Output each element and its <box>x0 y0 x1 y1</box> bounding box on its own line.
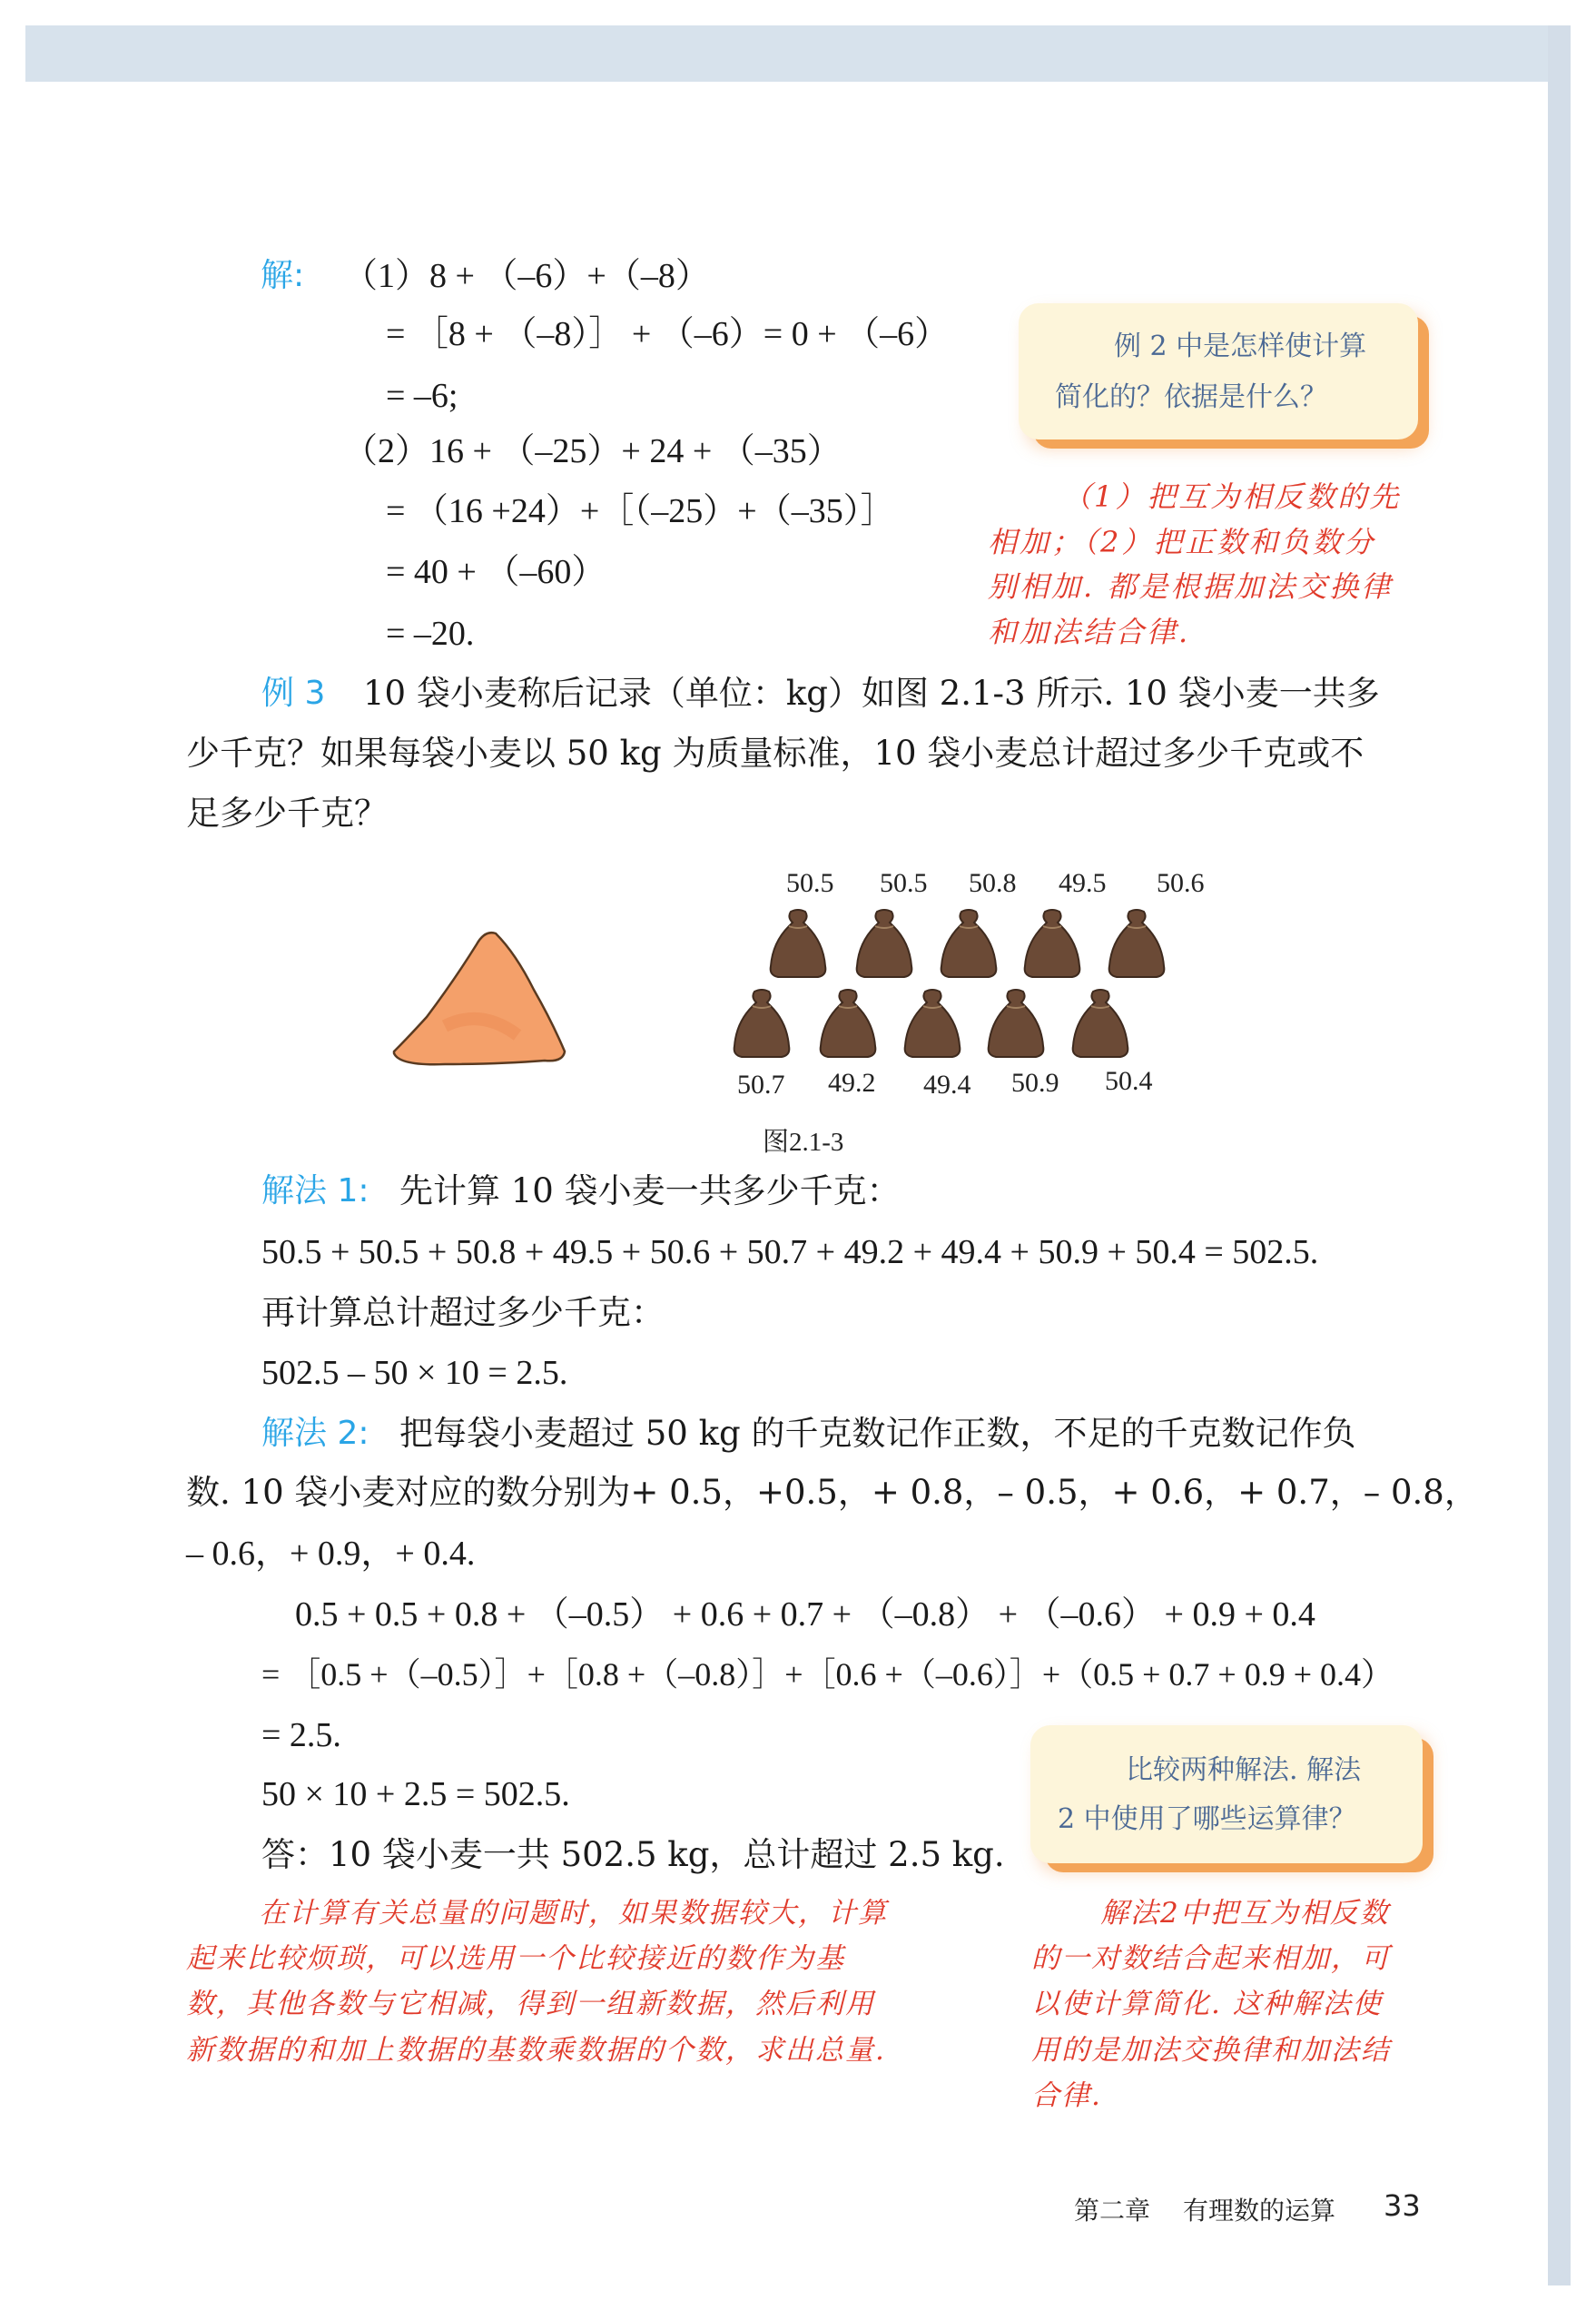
wheat-pile-icon <box>390 917 567 1070</box>
bag-weight-bottom-5: 50.4 <box>1105 1066 1153 1096</box>
scan-top-band <box>25 25 1571 82</box>
wheat-bag-icon <box>985 988 1047 1059</box>
bag-weight-bottom-4: 50.9 <box>1011 1068 1059 1098</box>
bag-weight-top-5: 50.6 <box>1157 868 1205 898</box>
bag-weight-bottom-2: 49.2 <box>828 1068 876 1098</box>
method-2-line-6: = 2.5. <box>261 1716 341 1754</box>
solution-line-4: （2）16 + （–25）+ 24 + （–35） <box>343 432 842 470</box>
wheat-bag-icon <box>853 908 915 979</box>
bag-weight-bottom-3: 49.4 <box>923 1070 971 1100</box>
wheat-bag-icon <box>901 988 963 1059</box>
callout-question-bottom <box>1030 1725 1423 1863</box>
wheat-bag-icon <box>1069 988 1131 1059</box>
note-left-line-4: 新数据的和加上数据的基数乘数据的个数，求出总量. <box>186 2034 886 2067</box>
example-3-line-1: 10 袋小麦称后记录（单位：kg）如图 2.1-3 所示. 10 袋小麦一共多 <box>363 674 1380 713</box>
bag-weight-top-4: 49.5 <box>1059 868 1107 898</box>
method-2-line-7: 50 × 10 + 2.5 = 502.5. <box>261 1775 570 1813</box>
method-2-line-3: – 0.6，+ 0.9，+ 0.4. <box>186 1535 476 1573</box>
solution-line-3: = –6; <box>386 377 458 415</box>
method-1-line-4: 502.5 – 50 × 10 = 2.5. <box>261 1354 568 1392</box>
solution-line-6: = 40 + （–60） <box>386 553 606 591</box>
bag-weight-bottom-1: 50.7 <box>737 1070 785 1100</box>
method-2-label: 解法 2: <box>261 1415 369 1452</box>
callout-question-top <box>1019 303 1418 439</box>
method-2-line-4: 0.5 + 0.5 + 0.8 + （–0.5） + 0.6 + 0.7 + （–0.8） + （–0.6） + 0.9 + 0.4 <box>295 1595 1315 1634</box>
method-1-line-2: 50.5 + 50.5 + 50.8 + 49.5 + 50.6 + 50.7 + 49.2 + 49.4 + 50.9 + 50.4 = 502.5. <box>261 1233 1319 1271</box>
callout-bottom-line-2: 2 中使用了哪些运算律？ <box>1058 1803 1356 1835</box>
figure-caption: 图2.1-3 <box>763 1128 844 1157</box>
footer-chapter: 第二章 <box>1074 2196 1151 2226</box>
solution-label: 解: <box>261 257 305 294</box>
method-1-label: 解法 1: <box>261 1172 369 1209</box>
method-1-line-1: 先计算 10 袋小麦一共多少千克： <box>399 1171 901 1210</box>
scan-right-edge <box>1548 25 1571 2285</box>
answer-line: 答：10 袋小麦一共 502.5 kg，总计超过 2.5 kg. <box>261 1835 1005 1874</box>
callout-top-line-2: 简化的？依据是什么？ <box>1055 381 1327 413</box>
bag-weight-top-3: 50.8 <box>969 868 1017 898</box>
note-right-line-2: 的一对数结合起来相加，可 <box>1031 1942 1391 1975</box>
note-left-line-2: 起来比较烦琐，可以选用一个比较接近的数作为基 <box>186 1942 845 1975</box>
wheat-bag-icon <box>1106 908 1167 979</box>
bag-weight-top-1: 50.5 <box>786 868 834 898</box>
note-top-line-4: 和加法结合律. <box>988 615 1191 649</box>
example-3-line-3: 足多少千克？ <box>186 794 388 833</box>
method-2-line-2: 数. 10 袋小麦对应的数分别为+ 0.5，+0.5，+ 0.8，– 0.5，+ 0.6，+ 0.7，– 0.8， <box>186 1473 1478 1512</box>
note-right-line-5: 合律. <box>1031 2079 1102 2112</box>
note-top-line-1: （1）把互为相反数的先 <box>1062 479 1402 514</box>
wheat-bag-icon <box>817 988 879 1059</box>
note-right-line-1: 解法2中把互为相反数 <box>1100 1897 1390 1930</box>
solution-line-7: = –20. <box>386 615 475 653</box>
page-number: 33 <box>1384 2188 1421 2223</box>
note-right-line-4: 用的是加法交换律和加法结 <box>1031 2034 1391 2067</box>
callout-bottom-line-1: 比较两种解法. 解法 <box>1126 1754 1362 1786</box>
solution-line-2: = ［8 + （–8）］ + （–6）= 0 + （–6） <box>386 315 950 353</box>
example-3-label: 例 3 <box>261 675 326 712</box>
footer-chapter-title: 有理数的运算 <box>1183 2196 1336 2226</box>
wheat-bag-icon <box>731 988 793 1059</box>
method-2-line-1: 把每袋小麦超过 50 kg 的千克数记作正数，不足的千克数记作负 <box>399 1414 1356 1453</box>
note-top-line-2: 相加；（2）把正数和负数分 <box>988 525 1376 559</box>
note-top-line-3: 别相加. 都是根据加法交换律 <box>988 569 1394 604</box>
solution-line-1: （1）8 + （–6）+（–8） <box>343 257 710 295</box>
method-2-line-5: = ［0.5 +（–0.5）］+［0.8 +（–0.8）］+［0.6 +（–0.6）］+（0.5 + 0.7 + 0.9 + 0.4） <box>261 1656 1394 1693</box>
note-left-line-3: 数，其他各数与它相减，得到一组新数据，然后利用 <box>186 1988 875 2020</box>
wheat-bag-icon <box>767 908 829 979</box>
callout-top-line-1: 例 2 中是怎样使计算 <box>1114 331 1367 362</box>
note-left-line-1: 在计算有关总量的问题时，如果数据较大，计算 <box>259 1897 888 1930</box>
solution-line-5: = （16 +24）+［（–25）+（–35）］ <box>386 492 895 530</box>
note-right-line-3: 以使计算简化. 这种解法使 <box>1031 1988 1383 2020</box>
example-3-line-2: 少千克？如果每袋小麦以 50 kg 为质量标准，10 袋小麦总计超过多少千克或不 <box>186 734 1364 773</box>
bag-weight-top-2: 50.5 <box>880 868 928 898</box>
method-1-line-3: 再计算总计超过多少千克： <box>261 1293 665 1332</box>
wheat-bag-icon <box>938 908 1000 979</box>
wheat-bag-icon <box>1021 908 1083 979</box>
